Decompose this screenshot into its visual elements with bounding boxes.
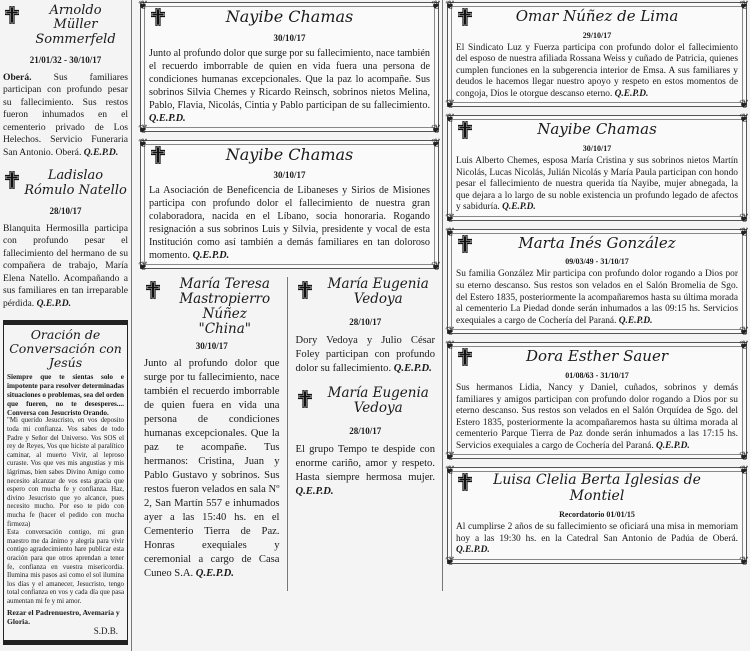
deceased-name: Ladislao Rómulo Natello: [24, 168, 127, 198]
floral-ornament-icon: ❦: [738, 97, 750, 112]
deceased-name: Nayibe Chamas: [537, 120, 657, 139]
floral-ornament-icon: ❦: [444, 111, 456, 126]
floral-ornament-icon: ❦: [738, 111, 750, 126]
floral-ornament-icon: ❦: [738, 210, 750, 225]
notice-date: 30/10/17: [582, 143, 612, 153]
qepd-closing: Q.E.P.D.: [614, 88, 649, 99]
notice-date: 21/01/32 - 30/10/17: [29, 54, 102, 65]
notice-body: Junto al profundo dolor que surge por tu fallecimiento, nace también el recuerdo imborrable de quien fuera en vida una persona de condiciones humanas excepcionales. Que la paz te acompañe. Tus hermanos: Cristina, Juan y Pablo Gustavo y sobrinos. Sus restos fueron velados en sala Nº 2, San Martín 557 e inhumados ayer a las 15:40 hs. en el Cementerio Tierra de Paz. Honras exequiales y ceremonial a cargo de Casa Cuneo S.A. Q.E.P.D.: [144, 357, 280, 579]
cross-icon: [458, 8, 472, 26]
notice-date: 30/10/17: [273, 170, 306, 181]
floral-ornament-icon: ❦: [137, 135, 149, 150]
framed-obituary: [444, 463, 750, 569]
deceased-name: María Eugenia Vedoya: [327, 384, 429, 416]
obituary-notice: [3, 169, 128, 310]
qepd-closing: Q.E.P.D.: [393, 362, 432, 374]
right-notices: [292, 277, 440, 508]
framed-obituary: [444, 224, 750, 339]
qepd-closing: Q.E.P.D.: [618, 315, 653, 326]
floral-ornament-icon: ❦: [444, 324, 456, 339]
floral-ornament-icon: ❦: [444, 449, 456, 464]
notice-date: 29/10/17: [582, 30, 612, 40]
notice-body: Dory Vedoya y Julio César Foley participan con profundo dolor su fallecimiento. Q.E.P.D.: [295, 334, 435, 374]
floral-ornament-icon: ❦: [444, 224, 456, 239]
deceased-name: Nayibe Chamas: [225, 7, 354, 26]
floral-ornament-icon: ❦: [444, 210, 456, 225]
floral-ornament-icon: ❦: [430, 135, 442, 150]
qepd-closing: Q.E.P.D.: [83, 146, 119, 158]
deceased-name: María Teresa Mastropierro Núñez "China": [179, 276, 271, 337]
qepd-closing: Q.E.P.D.: [149, 112, 186, 124]
floral-ornament-icon: ❦: [430, 121, 442, 136]
floral-ornament-icon: ❦: [137, 121, 149, 136]
cross-icon: [5, 6, 19, 24]
floral-ornament-icon: ❦: [738, 463, 750, 478]
deceased-name: Dora Esther Sauer: [525, 347, 669, 366]
framed-obituary: [444, 111, 750, 225]
floral-ornament-icon: ❦: [444, 0, 456, 12]
floral-ornament-icon: ❦: [137, 0, 149, 12]
floral-ornament-icon: ❦: [738, 338, 750, 353]
qepd-closing: Q.E.P.D.: [502, 202, 536, 213]
prayer-text: "Mi querido Jesucristo, en vos deposito toda mi confianza. Vos sabes de todo Padre y Señor del Universo. Vos SOS el rey de Reyes, Vos que hiciste al paralítico caminar, al muerto Vivir, al leproso curaste. Vos que ves mis angustias y mis lágrimas, bien sabes Divino Amigo como necesito alcanzar de vos esta gracia que espero con mucha fe y confianza. Haz, divino Jesucristo que yo alcance, pues necesito mucho. Por eso te pido con mucha fe (hacer el pedido con mucha firmeza): [7, 417, 124, 528]
floral-ornament-icon: ❦: [738, 554, 750, 569]
floral-ornament-icon: ❦: [137, 259, 149, 274]
notice-date: 30/10/17: [273, 32, 306, 43]
framed-obituary: [137, 0, 442, 136]
qepd-closing: Q.E.P.D.: [36, 297, 72, 309]
notice-body: El grupo Tempo te despide con enorme cariño, amor y respeto. Hasta siempre hermosa mujer. Q.E.P.D.: [295, 443, 435, 497]
notice-date: 28/10/17: [49, 205, 82, 216]
cross-icon: [151, 8, 165, 26]
framed-obituary: [444, 338, 750, 464]
notice-body: La Asociación de Beneficencia de Libaneses y Sirios de Misiones participa con profundo dolor el fallecimiento de nuestra gran colaboradora, nacida en el Líbano, socia honoraria. Rogando resignación a sus sobrinos Luis y Silvia, presidente y vocal de esta Institución como así también a demás familiares en tan doloroso momento. Q.E.P.D.: [149, 185, 430, 262]
framed-obituary: [137, 135, 442, 274]
floral-ornament-icon: ❦: [738, 324, 750, 339]
prayer-signature: S.D.B.: [93, 626, 118, 637]
deceased-name: Arnoldo Müller Sommerfeld: [35, 3, 116, 47]
notice-date: 01/08/63 - 31/10/17: [565, 370, 629, 380]
cross-icon: [458, 473, 472, 491]
floral-ornament-icon: ❦: [738, 449, 750, 464]
deceased-name: Nayibe Chamas: [225, 144, 354, 164]
notice-body: Junto al profundo dolor que surge por su fallecimiento, nace también el recuerdo imborrable de quien en vida fuera una persona de condiciones humanas excepcionales. Que la paz lo acompañe. Sus sobrinos Silvia Chemes y Ricardo Reinsch, sobrinos nietos Melina, Pablo, Flavia, Nicolás, Cintia y Pablo participan de su fallecimiento. Q.E.P.D.: [149, 47, 430, 124]
notice-body: El Sindicato Luz y Fuerza participa con profundo dolor el fallecimiento del esposo de nuestra afiliada Rossana Weiss y cuñado de Patricia, quienes cumplen funciones en la subgerencia interior de Emsa. A sus familiares y deudos le hacemos llegar nuestro apoyo y respeto en estos momentos de congoja, Dios le otorgue descanso eterno. Q.E.P.D.: [456, 42, 738, 99]
notice-body: Al cumplirse 2 años de su fallecimiento se oficiará una misa in memoriam hoy a las 19:30 hs. en la Catedral San Antonio de Padúa de Oberá. Q.E.P.D.: [456, 522, 738, 556]
floral-ornament-icon: ❦: [738, 224, 750, 239]
qepd-closing: Q.E.P.D.: [656, 440, 690, 451]
notice-date: 30/10/17: [195, 340, 228, 351]
prayer-text: Esta conversación contigo, mi gran maestro me da ánimo y alegría para vivir contigo agradecimiento hare publicar esta oración para que otros aprendan a tener fe, confianza en vuestra misericordia. Ilumina mis pasos asi como el sol ilumina los días y el amanecer, Jesucristo, tengo total confianza en vos y cada día que pasa aumentan mi fe y mi amor.: [7, 529, 124, 605]
qepd-closing: Q.E.P.D.: [192, 250, 230, 262]
framed-obituary: [444, 0, 750, 112]
deceased-name: Marta Inés González: [518, 233, 676, 252]
floral-ornament-icon: ❦: [738, 0, 750, 12]
column-3: [444, 0, 750, 572]
cross-icon: [5, 171, 19, 189]
obituary-notice: [140, 277, 288, 590]
floral-ornament-icon: ❦: [444, 463, 456, 478]
split-section: [140, 277, 439, 590]
notice-date: 09/03/49 - 31/10/17: [565, 257, 629, 267]
obituary-notice: [3, 4, 128, 159]
qepd-closing: Q.E.P.D.: [195, 567, 234, 579]
prayer-intro: Siempre que te sientas solo e impotente para resolver determinadas situaciones o problemas, sea del orden que fueren, no te desesperes.... Conversa con Jesucristo Orando.: [7, 373, 124, 417]
cross-icon: [151, 146, 165, 164]
column-1: [0, 0, 132, 651]
floral-ornament-icon: ❦: [444, 97, 456, 112]
floral-ornament-icon: ❦: [430, 0, 442, 12]
obituary-notice: [292, 277, 440, 376]
notice-date: Recordatorio 01/01/15: [559, 510, 635, 520]
notice-date: 28/10/17: [349, 316, 382, 327]
qepd-closing: Q.E.P.D.: [456, 545, 490, 556]
cross-icon: [458, 235, 472, 253]
qepd-closing: Q.E.P.D.: [295, 485, 334, 497]
prayer-ending: Rezar el Padrenuestro, Avemaría y Gloria.: [7, 607, 120, 626]
notice-body: Luis Alberto Chemes, esposa María Cristina y sus sobrinos nietos Martín Nicolás, Lucas Nicolás, Julián Nicolás y María Paula participan con hondo pesar el fallecimiento de nuestra querida tía Nayibe, mujer abnegada, la que dejara a lo largo de su noble existencia un profundo legado de afectos y sabiduría. Q.E.P.D.: [456, 155, 738, 213]
floral-ornament-icon: ❦: [444, 338, 456, 353]
cross-icon: [298, 281, 312, 299]
deceased-name: Omar Núñez de Lima: [515, 7, 679, 25]
cross-icon: [298, 390, 312, 408]
deceased-name: María Eugenia Vedoya: [327, 276, 429, 308]
prayer-box: [3, 320, 128, 645]
prayer-title: Oración de Conversación con Jesús: [9, 327, 122, 371]
notice-body: Oberá. Sus familiares participan con profundo pesar su fallecimiento. Sus restos fueron inhumados en el cementerio privado de Los Helechos. Servicio Funeraria San Antonio. Oberá. Q.E.P.D.: [3, 71, 128, 158]
notice-body: Blanquita Hermosilla participa con profundo pesar el fallecimiento del hermano de su compañera de trabajo, María Elena Natello. Acompañando a sus familiares en tan irreparable pérdida. Q.E.P.D.: [3, 222, 128, 309]
cross-icon: [458, 348, 472, 366]
notice-body: Su familia González Mir participa con profundo dolor rogando a Dios por su eterno descanso. Sus restos son velados en el Salón Bromelia de Sgo. del Estero 1835, posteriormente la acompañaremos hasta su última morada al cementerio La Piedad donde serán inhumados a las 09:15 hs. Servicios exequiales a cargo de Cochería del Paraná. Q.E.P.D.: [456, 269, 738, 326]
column-2: [137, 0, 443, 591]
floral-ornament-icon: ❦: [444, 554, 456, 569]
notice-body: Sus hermanos Lidia, Nancy y Daniel, cuñados, sobrinos y demás familiares y amigos participan con profundo dolor rogando a Dios por su eterno descanso. Sus restos son velados en el Salón Orquídea de Sgo. del Estero 1835, posteriormente la acompañaremos hasta su última morada al cementerio Parque Tierra de Paz donde serán inhumados a las 17:15 hs. Servicios exequiales a cargo de Cochería del Paraná. Q.E.P.D.: [456, 382, 738, 451]
floral-ornament-icon: ❦: [430, 259, 442, 274]
deceased-name: Luisa Clelia Berta Iglesias de Montiel: [493, 472, 701, 504]
notice-date: 28/10/17: [349, 425, 382, 436]
cross-icon: [146, 281, 160, 299]
cross-icon: [458, 121, 472, 139]
obituary-notice: [292, 386, 440, 499]
